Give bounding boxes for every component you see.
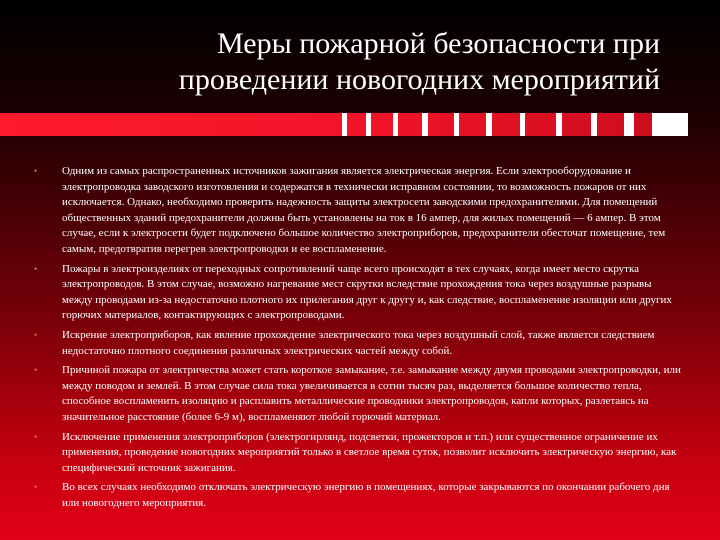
list-item [34,262,684,324]
list-item [34,430,684,477]
bullet-text: Пожары в электроизделиях от переходных сопротивлений чаще всего происходят в тех случаях, когда имеет место скрутка электропроводов. В этом случае, возможно нагревание мест скрутки вследствие прохождения тока через воздушные разрывы между проводами из-за недостаточно плотного их прилегания друг к другу и, как следствие, воспламенение изоляции или других горючих материалов, контактирующих с электропроводами. [62,262,672,322]
stripe [624,113,634,136]
bullet-icon: • [34,431,38,442]
stripe [652,113,688,136]
stripe [393,113,398,136]
list-item [34,363,684,425]
stripe [366,113,371,136]
stripe [422,113,428,136]
slide-title [100,26,660,98]
list-item [34,164,684,258]
bullet-text: Искрение электроприборов, как явление прохождение электрического тока через воздушный слой, также является следствием недостаточно плотного соединения различных электрических частей между собой. [62,328,655,357]
list-item [34,480,684,511]
stripe [556,113,562,136]
stripe [454,113,459,136]
stripe [486,113,492,136]
stripe [342,113,347,136]
slide-body [34,164,684,515]
title-line-2: проведении новогодних мероприятий [178,63,660,96]
bullet-icon: • [34,329,38,340]
list-item [34,328,684,359]
bullet-text: Исключение применения электроприборов (электрогирлянд, подсветки, прожекторов и т.п.) или существенное ограничение их применения, проведение новогодних мероприятий только в светлое время суток, позволит исключить электрическую энергию, как специфический источник зажигания. [62,430,677,474]
bullet-icon: • [34,365,38,376]
stripe [520,113,525,136]
bullet-list [34,164,684,511]
bullet-text: Во всех случаях необходимо отключать электрическую энергию в помещениях, которые закрываются по окончании рабочего дня или новогоднего мероприятия. [62,481,670,509]
stripe [591,113,597,136]
bullet-icon: • [34,166,38,176]
bullet-text: Одним из самых распространенных источников зажигания является электрическая энергия. Если электрооборудование и электропроводка заводского изготовления и содержатся в технически исправном состоянии, то возможность пожаров от них исключается. Однако, необходимо проверить надежность защиты электросети заводскими предохранителями. Для помещений общественных зданий предохранители должны быть установлены на ток в 16 ампер, для жилых помещений — 6 ампер. В этом случае, если к электросети будет подключено большое количество электроприборов, предохранители обесточат помещение, тем самым, предотвратив перегрев электропроводки и ее воспламенение. [62,165,666,255]
title-line-1: Меры пожарной безопасности при [216,27,660,60]
bullet-icon: • [34,263,38,274]
bullet-text: Причиной пожара от электричества может стать короткое замыкание, т.е. замыкание между двумя проводами электропроводки, или между поводом и землей. В этом случае сила тока увеличивается в сотни тысяч раз, выделяется большое количество тепла, способное воспламенить изоляцию и расплавить металлические проводники электропроводов, капли которых, разлетаясь на значительное расстояние (более 6-9 м), воспламеняют любой горючий материал. [62,364,681,423]
decorative-stripe-bar [0,113,688,136]
bullet-icon: • [34,482,38,493]
